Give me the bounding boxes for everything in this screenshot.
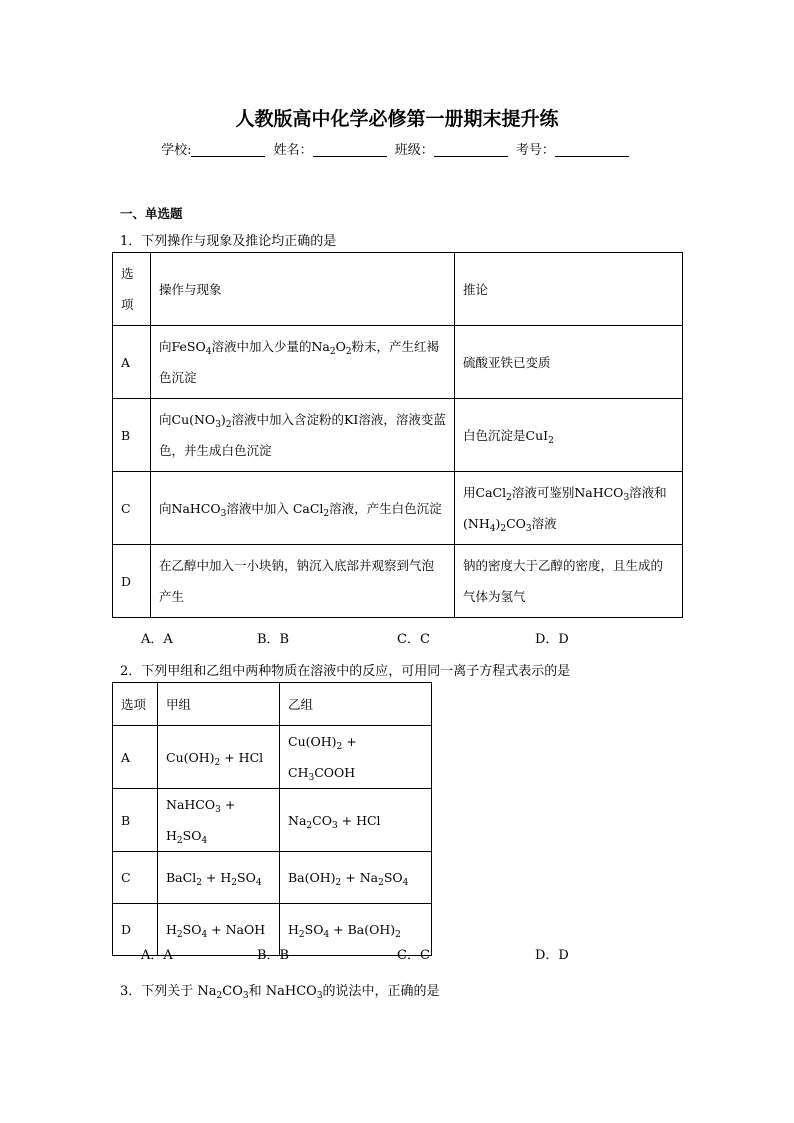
option-a[interactable]: A．A xyxy=(141,632,173,647)
row-option: D xyxy=(113,904,158,956)
section-heading: 一、单选题 xyxy=(120,206,183,221)
number-blank xyxy=(555,142,629,157)
table-row xyxy=(113,399,683,472)
row-option: A xyxy=(113,726,158,789)
header-inference: 推论 xyxy=(455,253,683,326)
option-a[interactable]: A．A xyxy=(141,948,173,963)
table-row xyxy=(113,789,432,852)
table-row xyxy=(113,852,432,904)
option-b[interactable]: B．B xyxy=(257,632,290,647)
name-blank xyxy=(313,142,387,157)
row-group-b: $Na_2CO_3$ + HCl xyxy=(280,789,432,852)
row-group-a: NaHCO$_3$ + $H_2SO_4$ xyxy=(158,789,280,852)
table-row xyxy=(113,326,683,399)
row-group-b: $Cu(OH)_2$ + $CH_3COOH$ xyxy=(280,726,432,789)
school-blank xyxy=(191,142,265,157)
class-label: 班级： xyxy=(394,143,434,158)
row-inference: 用CaCl$_2$溶液可鉴别NaHCO$_3$溶液和$(NH_4)_2CO_3$溶液 xyxy=(455,472,683,545)
table-header-row xyxy=(113,683,432,726)
row-operation: 向NaHCO$_3$溶液中加入 CaCl$_2$溶液，产生白色沉淀 xyxy=(151,472,455,545)
student-info-line xyxy=(0,139,794,158)
question-2-table xyxy=(112,682,432,956)
header-option: 选项 xyxy=(113,683,158,726)
question-3-stem: 3．下列关于 $Na_2CO_3$和 NaHCO$_3$的说法中，正确的是 xyxy=(120,984,440,1001)
row-operation: 向$Cu(NO_3)_2$溶液中加入含淀粉的KI溶液，溶液变蓝色，并生成白色沉淀 xyxy=(151,399,455,472)
page-title: 人教版高中化学必修第一册期末提升练 xyxy=(235,108,559,130)
row-option: B xyxy=(113,789,158,852)
header-option: 选项 xyxy=(113,253,151,326)
row-option: B xyxy=(113,399,151,472)
row-option: A xyxy=(113,326,151,399)
row-option: C xyxy=(113,852,158,904)
question-1-table xyxy=(112,252,683,618)
row-option: D xyxy=(113,545,151,618)
row-inference: 白色沉淀是CuI$_2$ xyxy=(455,399,683,472)
table-header-row xyxy=(113,253,683,326)
number-label: 考号： xyxy=(515,143,555,158)
table-row xyxy=(113,726,432,789)
row-group-a: BaCl$_2$ + $H_2SO_4$ xyxy=(158,852,280,904)
option-d[interactable]: D．D xyxy=(535,632,569,647)
question-2-stem: 2．下列甲组和乙组中两种物质在溶液中的反应，可用同一离子方程式表示的是 xyxy=(120,664,571,679)
row-group-b: $Ba(OH)_2 + Na_2SO_4$ xyxy=(280,852,432,904)
header-operation: 操作与现象 xyxy=(151,253,455,326)
name-label: 姓名： xyxy=(273,143,313,158)
school-label: 学校: xyxy=(161,143,192,158)
row-inference: 钠的密度大于乙醇的密度，且生成的气体为氢气 xyxy=(455,545,683,618)
row-inference: 硫酸亚铁已变质 xyxy=(455,326,683,399)
row-group-b: $H_2SO_4 + Ba(OH)_2$ xyxy=(280,904,432,956)
option-d[interactable]: D．D xyxy=(535,948,569,963)
header-group-b: 乙组 xyxy=(280,683,432,726)
option-c[interactable]: C．C xyxy=(397,948,430,963)
table-row xyxy=(113,545,683,618)
table-row xyxy=(113,472,683,545)
option-b[interactable]: B．B xyxy=(257,948,290,963)
row-option: C xyxy=(113,472,151,545)
header-group-a: 甲组 xyxy=(158,683,280,726)
row-group-a: $Cu(OH)_2$ + HCl xyxy=(158,726,280,789)
row-group-a: $H_2SO_4$ + NaOH xyxy=(158,904,280,956)
row-operation: 在乙醇中加入一小块钠，钠沉入底部并观察到气泡产生 xyxy=(151,545,455,618)
class-blank xyxy=(434,142,508,157)
row-operation: 向FeSO$_4$溶液中加入少量的$Na_2O_2$粉末，产生红褐色沉淀 xyxy=(151,326,455,399)
question-1-stem: 1．下列操作与现象及推论均正确的是 xyxy=(120,234,337,249)
option-c[interactable]: C．C xyxy=(397,632,430,647)
